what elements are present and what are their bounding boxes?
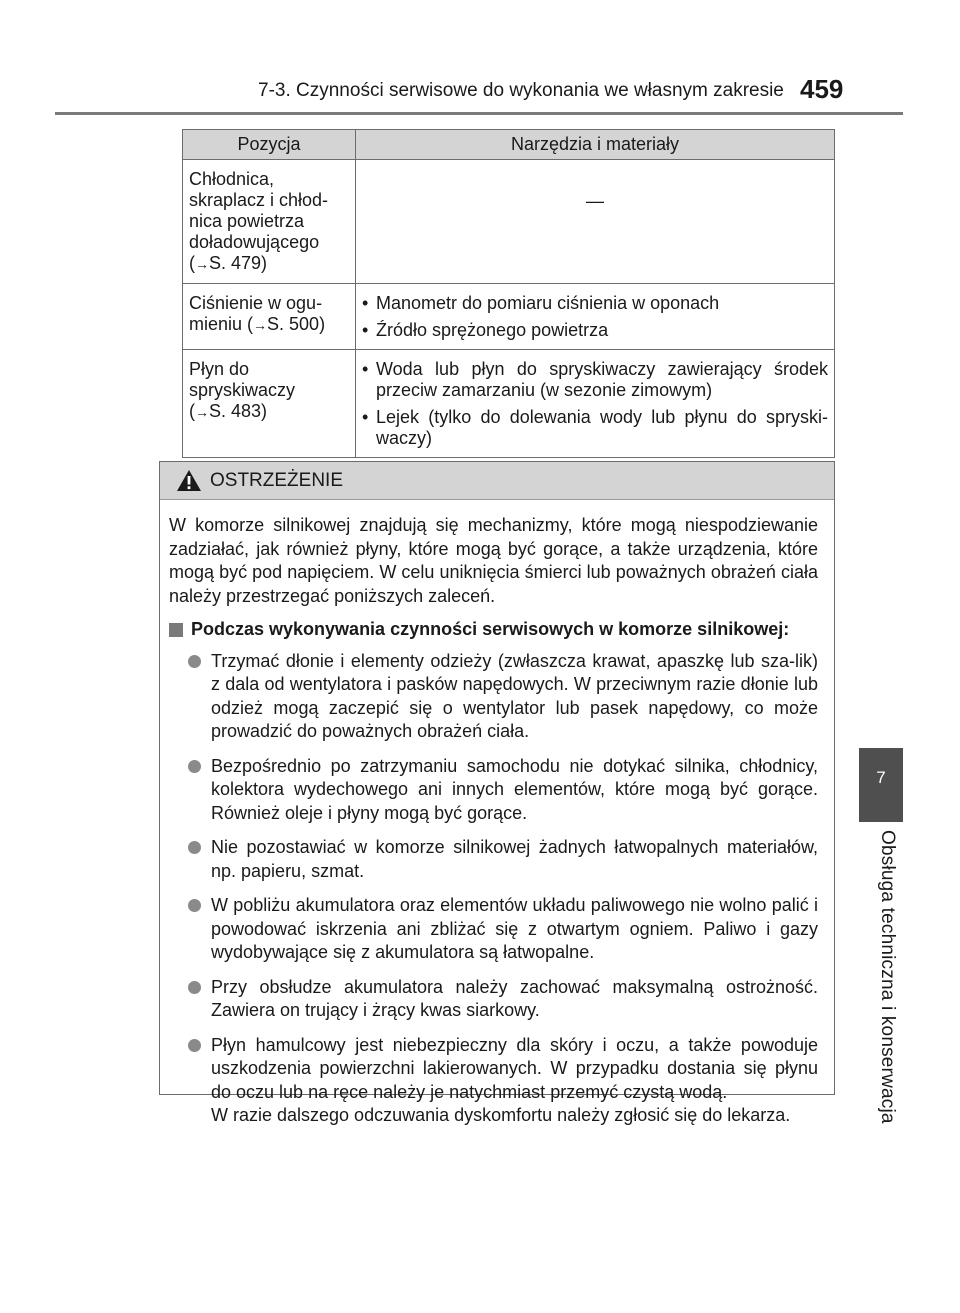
warning-subheading — [169, 618, 818, 642]
list-item: Przy obsłudze akumulatora należy zachować maksymalną ostrożność. Zawiera on trujący i żrący kwas siarkowy. — [188, 976, 818, 1023]
warning-box — [159, 461, 835, 1125]
circle-bullet-icon — [188, 899, 201, 912]
position-cell — [183, 350, 356, 458]
list-item-note: W razie dalszego odczuwania dyskomfortu należy zgłosić się do lekarza. — [211, 1105, 791, 1125]
list-item: W pobliżu akumulatora oraz elementów układu paliwowego nie wolno palić i powodować iskrzenia ani zbliżać się z otwartym ogniem. Paliwo i gazy wydobywające się z akumulatora są łatwopalne. — [188, 894, 818, 965]
warning-intro: W komorze silnikowej znajdują się mechanizmy, które mogą niespodziewanie zadziałać, jak również płyny, które mogą być gorące, a także urządzenia, które mogą być pod napięciem. W celu uniknięcia śmierci lub poważnych obrażeń ciała należy przestrzegać poniższych zaleceń. — [169, 515, 818, 606]
reference-text: S. 483) — [209, 401, 268, 421]
warning-triangle-icon — [176, 469, 202, 492]
list-item: Bezpośrednio po zatrzymaniu samochodu nie dotykać silnika, chłodnicy, kolektora wydechowego ani innych elementów, które mogą być gorące. Również oleje i płyny mogą być gorące. — [188, 755, 818, 826]
circle-bullet-icon — [188, 1039, 201, 1052]
tool-none: — — [586, 190, 604, 211]
position-cell — [183, 284, 356, 350]
page-reference: (→S. 483) — [189, 401, 268, 421]
list-item: Nie pozostawiać w komorze silnikowej żadnych łatwopalnych materiałów, np. papieru, szmat. — [188, 836, 818, 883]
position-cell — [183, 160, 356, 284]
tools-cell — [356, 160, 835, 284]
circle-bullet-icon — [188, 841, 201, 854]
position-line: doładowującego — [189, 232, 320, 252]
position-line: Płyn do — [189, 359, 250, 379]
list-item — [188, 1034, 818, 1128]
position-line: nica powietrza — [189, 211, 305, 231]
square-bullet-icon — [169, 623, 183, 637]
tool-item: • Źródło sprężonego powietrza — [362, 320, 609, 340]
position-line: Chłodnica, — [189, 169, 275, 189]
circle-bullet-icon — [188, 760, 201, 773]
page-number: 459 — [800, 74, 844, 104]
page-reference — [189, 314, 349, 336]
tool-item: • Woda lub płyn do spryskiwaczy zawierający środek przeciw zamarzaniu (w sezonie zimowym) — [362, 359, 828, 400]
arrow-right-icon: → — [195, 256, 209, 272]
position-line: spryskiwaczy — [189, 380, 296, 400]
list-item-text: Płyn hamulcowy jest niebezpieczny dla skóry i oczu, a także powoduje uszkodzenia powierzchni lakierowanych. W przypadku dostania się płynu do oczu lub na ręce należy je natychmiast przemyć czystą wodą. — [211, 1034, 818, 1102]
tools-cell — [356, 350, 835, 458]
warning-header — [160, 462, 834, 500]
column-header-tools: Narzędzia i materiały — [356, 130, 835, 160]
page-reference: (→S. 479) — [189, 253, 268, 273]
column-header-position: Pozycja — [183, 130, 356, 160]
list-item: Trzymać dłonie i elementy odzieży (zwłaszcza krawat, apaszkę lub sza-lik) z dala od wentylatora i pasków napędowych. W przeciwnym razie dłonie lub odzież mogą zaczepić się o wentylator lub pasek napędowy, co może prowadzić do poważnych obrażeń ciała. — [188, 650, 818, 744]
warning-list — [169, 650, 818, 1128]
position-line: skraplacz i chłod- — [189, 190, 329, 210]
table-row — [183, 350, 835, 458]
table-row — [183, 160, 835, 284]
tool-item: • Manometr do pomiaru ciśnienia w oponach — [362, 293, 720, 313]
position-line: mieniu ( — [189, 314, 254, 334]
circle-bullet-icon — [188, 655, 201, 668]
circle-bullet-icon — [188, 981, 201, 994]
chapter-number: 7 — [876, 768, 886, 787]
reference-text: S. 500) — [267, 314, 326, 334]
tools-table — [182, 129, 835, 458]
chapter-tab — [859, 748, 903, 822]
tools-cell — [356, 284, 835, 350]
subheading-text: Podczas wykonywania czynności serwisowych w komorze silnikowej: — [191, 619, 790, 639]
arrow-right-icon: → — [253, 317, 268, 333]
warning-body — [160, 500, 834, 1128]
chapter-label: Obsługa techniczna i konserwacja — [877, 830, 898, 1124]
table-header-row — [183, 130, 835, 160]
position-line: Ciśnienie w ogu- — [189, 293, 323, 313]
header-divider — [55, 112, 903, 115]
section-title: 7-3. Czynności serwisowe do wykonania we własnym zakresie — [258, 80, 784, 101]
warning-title: OSTRZEŻENIE — [210, 470, 344, 491]
table-row — [183, 284, 835, 350]
arrow-right-icon: → — [195, 404, 209, 420]
page-header — [0, 0, 960, 116]
tool-item: • Lejek (tylko do dolewania wody lub płynu do spryski-waczy) — [362, 407, 828, 448]
reference-text: S. 479) — [209, 253, 268, 273]
